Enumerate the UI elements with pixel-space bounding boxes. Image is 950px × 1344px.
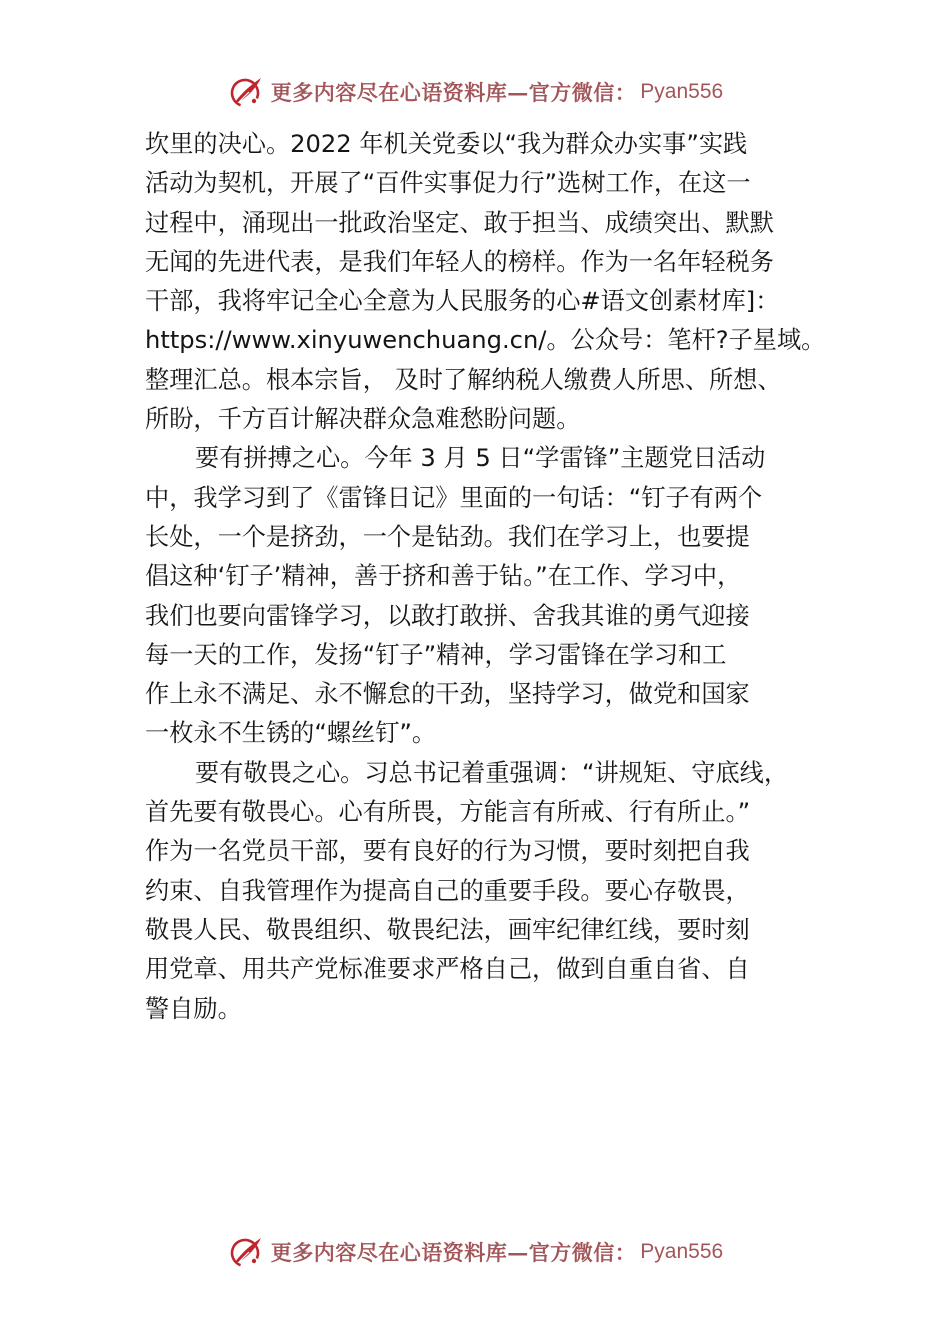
text-line: 警自励。 xyxy=(145,994,242,1023)
text-line: 每一天的工作，发扬“钉子”精神，学习雷锋在学习和工 xyxy=(145,640,727,669)
text-line: 要有敬畏之心。习总书记着重强调：“讲规矩、守底线， xyxy=(195,758,789,787)
header-banner-wechat-id: Pyan556 xyxy=(640,80,724,103)
text-line: 一枚永不生锈的“螺丝钉”。 xyxy=(145,719,437,748)
text-line: 倡这种‘钉子’精神，善于挤和善于钻。”在工作、学习中， xyxy=(145,562,742,591)
quill-swirl-logo-icon xyxy=(227,72,267,112)
text-line: 作为一名党员干部，要有良好的行为习惯，要时刻把自我 xyxy=(145,837,750,866)
paragraph-1 xyxy=(145,125,825,439)
text-line: 长处，一个是挤劲，一个是钻劲。我们在学习上，也要提 xyxy=(145,522,750,551)
header-banner-text: 更多内容尽在心语资料库—官方微信： xyxy=(270,80,637,105)
text-line: 要有拼搏之心。今年 3 月 5 日“学雷锋”主题党日活动 xyxy=(195,444,766,473)
document-body xyxy=(145,125,825,1029)
paragraph-3 xyxy=(145,754,825,1029)
paragraph-2 xyxy=(145,439,825,753)
text-line: 敬畏人民、敬畏组织、敬畏纪法，画牢纪律红线，要时刻 xyxy=(145,915,750,944)
quill-swirl-logo-icon xyxy=(227,1232,267,1272)
text-line: https://www.xinyuwenchuang.cn/。公众号：笔杆?子星域。 xyxy=(145,326,826,355)
text-line: 过程中，涌现出一批政治坚定、敢于担当、成绩突出、默默 xyxy=(145,208,774,237)
footer-banner xyxy=(0,1230,950,1274)
text-line: 约束、自我管理作为提高自己的重要手段。要心存敬畏， xyxy=(145,876,750,905)
text-line: 我们也要向雷锋学习，以敢打敢拼、舍我其谁的勇气迎接 xyxy=(145,601,750,630)
footer-banner-text: 更多内容尽在心语资料库—官方微信： xyxy=(270,1240,637,1265)
footer-banner-wechat-id: Pyan556 xyxy=(640,1240,724,1263)
header-banner xyxy=(0,70,950,114)
text-line: 作上永不满足、永不懈怠的干劲，坚持学习，做党和国家 xyxy=(145,680,750,709)
text-line: 首先要有敬畏心。心有所畏，方能言有所戒、行有所止。” xyxy=(145,798,751,827)
text-line: 活动为契机，开展了“百件实事促力行”选树工作，在这一 xyxy=(145,169,751,198)
text-line: 整理汇总。根本宗旨， 及时了解纳税人缴费人所思、所想、 xyxy=(145,365,782,394)
text-line: 无闻的先进代表，是我们年轻人的榜样。作为一名年轻税务 xyxy=(145,247,774,276)
text-line: 干部，我将牢记全心全意为人民服务的心#语文创素材库]： xyxy=(145,287,780,316)
text-line: 中，我学习到了《雷锋日记》里面的一句话：“钉子有两个 xyxy=(145,483,763,512)
text-line: 用党章、用共产党标准要求严格自己，做到自重自省、自 xyxy=(145,955,750,984)
text-line: 坎里的决心。2022 年机关党委以“我为群众办实事”实践 xyxy=(145,130,748,158)
text-line: 所盼，千方百计解决群众急难愁盼问题。 xyxy=(145,405,581,434)
